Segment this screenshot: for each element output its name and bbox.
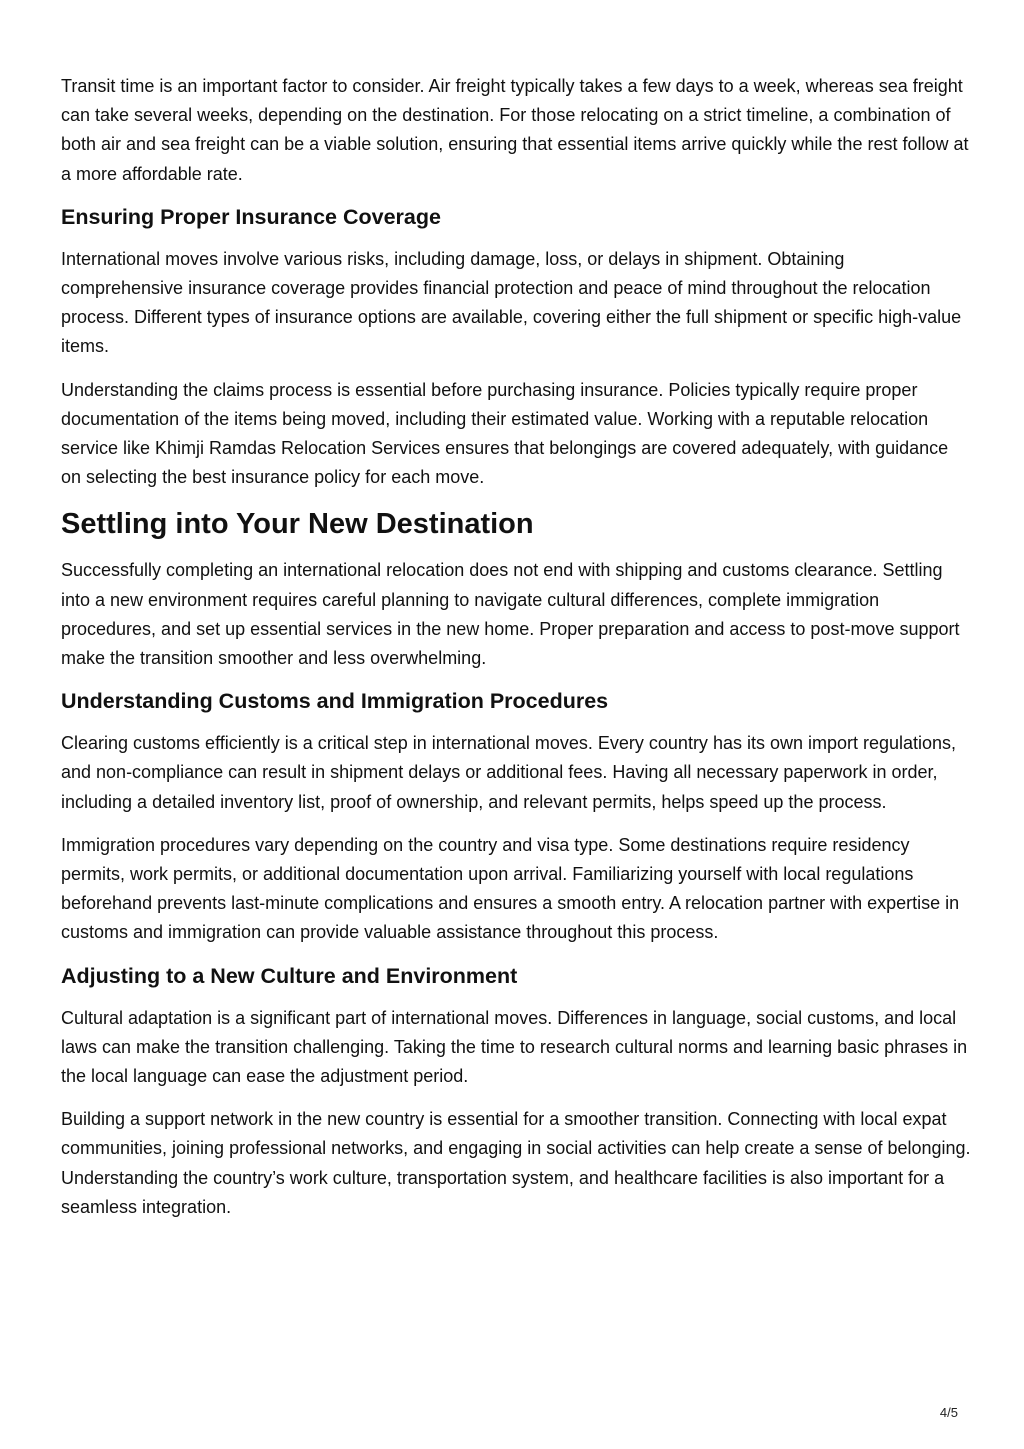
paragraph-customs-clearing: Clearing customs efficiently is a critical step in international moves. Every country has its own import regulations, and non-compliance can result in shipment delays or additional fees. Having all necessary paperwork in order, including a detailed inventory list, proof of ownership, and relevant permits, helps speed up the process.: [61, 733, 957, 812]
paragraph-support-network: Building a support network in the new country is essential for a smoother transition. Connecting with local expat communities, joining professional networks, and engaging in social activities can help create a sense of belonging. Understanding the country’s work culture, transportation system, and healthcare facilities is also important for a seamless integration.: [61, 1109, 971, 1217]
paragraph-insurance-claims: Understanding the claims process is essential before purchasing insurance. Policies typically require proper documentation of the items being moved, including their estimated value. Working with a reputable relocation service like Khimji Ramdas Relocation Services ensures that belongings are covered adequately, with guidance on selecting the best insurance policy for each move.: [61, 379, 949, 488]
heading-customs-immigration: Understanding Customs and Immigration Procedures: [61, 689, 609, 714]
heading-culture-environment: Adjusting to a New Culture and Environment: [61, 963, 518, 988]
paragraph-settling-intro: Successfully completing an international relocation does not end with shipping and customs clearance. Settling into a new environment requires careful planning to navigate cultural differences, complete immigration procedures, and set up essential services in the new home. Proper preparation and access to post-move support make the transition smoother and less overwhelming.: [61, 560, 960, 669]
paragraph-transit-time: Transit time is an important factor to consider. Air freight typically takes a few days to a week, whereas sea freight can take several weeks, depending on the destination. For those relocating on a strict timeline, a combination of both air and sea freight can be a viable solution, ensuring that essential items arrive quickly while the rest follow at a more affordable rate.: [61, 76, 969, 184]
paragraph-cultural-adaptation: Cultural adaptation is a significant part of international moves. Differences in language, social customs, and local laws can make the transition challenging. Taking the time to research cultural norms and learning basic phrases in the local language can ease the adjustment period.: [61, 1007, 968, 1087]
heading-insurance-coverage: Ensuring Proper Insurance Coverage: [61, 204, 441, 229]
heading-settling-destination: Settling into Your New Destination: [61, 508, 534, 541]
paragraph-insurance-risks: International moves involve various risks, including damage, loss, or delays in shipment. Obtaining comprehensive insurance coverage provides financial protection and peace of mind throughout the relocation process. Different types of insurance options are available, covering either the full shipment or specific high-value items.: [61, 248, 962, 357]
document-page: [61, 72, 971, 1236]
page-number: 4/5: [939, 1405, 958, 1420]
paragraph-immigration-procedures: Immigration procedures vary depending on the country and visa type. Some destinations require residency permits, work permits, or additional documentation upon arrival. Familiarizing yourself with local regulations beforehand prevents last-minute complications and ensures a smooth entry. A relocation partner with expertise in customs and immigration can provide valuable assistance throughout this process.: [61, 834, 960, 943]
